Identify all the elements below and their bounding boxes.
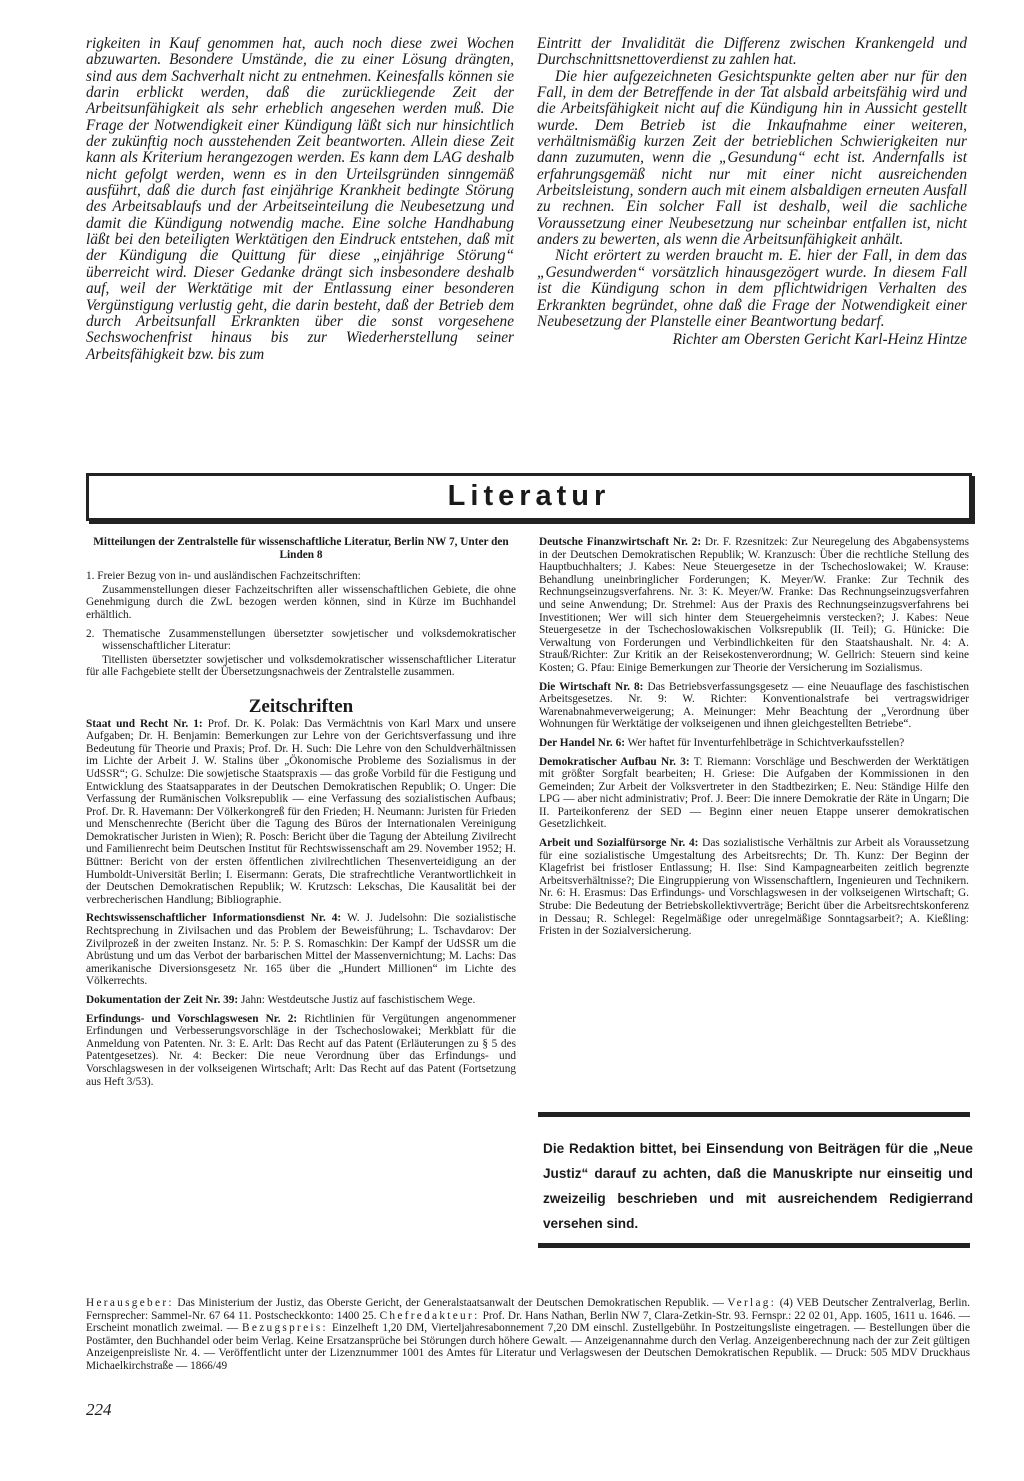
journal-contents: Dr. F. Rzesnitzek: Zur Neuregelung des Abgabensystems in der Deutschen Demokratischen Republik; W. Kranzusch: Über die rechtliche Stellung des Hauptbuchhalters; J. Kabes: Neue Steuergesetze in der Tschechoslowakei; W. Krause: Behandlung uneinbringlicher Forderungen; K. Meyer/W. Franke: Zur Technik des Rechnungseinzugsverfahrens. Nr. 3: K. Meyer/W. Franke: Das Rechnungseinzugsverfahren und seine Anwendung; Dr. Strehmel: Aus der Praxis des Rechnungseinzugsverfahrens bei Investitionen; Wer will sich hinter dem Steuergeheimnis verstecken?; J. Kabes: Neue Steuergesetze in der Tschechoslowakischen Volksrepublik (II. Teil); G. Hünicke: Die Verwaltung von Forderungen und Verbindlichkeiten für den Staatshaushalt. Nr. 4: A. Strauß/Richter: Zur Kritik an der Reisekostenverordnung; W. Gellrich: Steuern sind keine Kosten; G. Pfau: Einige Bemerkungen zur Theorie der Versicherung im Sozialismus.: [539, 536, 969, 674]
journal-contents: Wer haftet für Inventurfehlbeträge in Schichtverkaufsstellen?: [624, 736, 905, 749]
journal-contents: Jahn: Westdeutsche Justiz auf faschistischem Wege.: [238, 994, 476, 1006]
imprint-text: Einzelheft 1,20 DM, Vierteljahresabonnement 7,20 DM einschl. Zustellgebühr. In Postzeitungsliste eingetragen. — Bestellungen über die Postämter, den Buchhandel oder beim Verlag. Keine Ersatzansprüche bei Störungen durch höhere Gewalt. — Anzeigenannahme durch den Verlag. Anzeigenberechnung nach der zur Zeit gültigen Anzeigenpreisliste Nr. 4. — Veröffentlicht unter der Lizenznummer 1001 des Amtes für Literatur und Verlagswesen der Deutschen Demokratischen Republik. — Druck: 505 MDV Druckhaus Michaelkirchstraße — 1866/49: [86, 1322, 970, 1372]
journal-name: Die Wirtschaft Nr. 8:: [539, 680, 644, 693]
journal-name: Rechtswissenschaftlicher Informationsdienst Nr. 4:: [86, 912, 342, 925]
imprint: [86, 1297, 970, 1372]
notice-rule-bottom: [538, 1243, 970, 1248]
journal-contents: T. Riemann: Vorschläge und Beschwerden der Werktätigen mit größter Sorgfalt bearbeiten; H. Griese: Die Aufgaben der Kommissionen in den Gemeinden; Zur Arbeit der Volksvertreter in den Stadtbezirken; E. Neu: Ständige Hilfe den LPG — aber nicht administrativ; Prof. J. Beer: Die innere Demokratie der Räte in Ungarn; Die II. Parteikonferenz der SED — Beginn einer neuen Etappe unserer demokratischen Gesetzlichkeit.: [539, 755, 969, 831]
journal-contents: W. J. Judelsohn: Die sozialistische Rechtsprechung in Zivilsachen und das Problem der Beweisführung; L. Tschavdarov: Der Zivilprozeß in der zweiten Instanz. Nr. 5: P. S. Romaschkin: Der Kampf der UdSSR um die Abrüstung und um das Verbot der barbarischen Mittel der Massenvernichtung; M. Lachs: Das amerikanische Diversionsgesetz Nr. 165 über die „Hundert Millionen“ im Lichte des Völkerrechts.: [86, 912, 517, 988]
section-title: Literatur: [447, 480, 611, 512]
article-continuation-right: [537, 36, 967, 349]
journal-contents: Das Betriebsverfassungsgesetz — eine Neuauflage des faschistischen Arbeitsgesetzes. Nr. 9: W. Richter: Konventionalstrafe bei vertragswidriger Warenabnahmeverweigerung; A. Meinunger: Mehr Beachtung der „Verordnung über Wohnungen für Werktätige der volkseigenen und ihnen gleichgestellten Betriebe“.: [539, 680, 969, 731]
imprint-label: Verlag:: [727, 1297, 777, 1309]
journal-entry: [539, 737, 969, 750]
literatur-left-column: [86, 536, 516, 1094]
journal-contents: Das sozialistische Verhältnis zur Arbeit als Voraussetzung für eine sozialistische Umgestaltung des Arbeitsrechts; Dr. Th. Kunz: Der Beginn der Klagefrist bei fristloser Entlassung; H. Ilse: Sind Kampagnearbeiten zeitlich begrenzte Arbeitsverhältnisse?; Die Eingruppierung von Wissenschaftlern, Ingenieuren und Technikern. Nr. 6: H. Erasmus: Das Erfindungs- und Vorschlagswesen in der volkseigenen Wirtschaft; G. Strube: Die Bedeutung der Betriebskollektivverträge; Bericht über die Arbeitsrechtskonferenz in Dessau; R. Schlegel: Regelmäßige oder unregelmäßige Sonntagsarbeit?; A. Kießling: Fristen in der Sozialversicherung.: [539, 837, 969, 938]
article-continuation-left: [86, 36, 514, 363]
journal-entry: [539, 837, 969, 938]
journal-entry: [86, 912, 516, 988]
list-item-title: 1. Freier Bezug von in- und ausländischen Fachzeitschriften:: [86, 570, 361, 583]
paragraph: Nicht erörtert zu werden braucht m. E. hier der Fall, in dem das „Gesundwerden“ vorsätzlich hinausgezögert wurde. In diesem Fall ist die Kündigung schon in dem pflichtwidrigen Verhalten des Erkrankten begründet, ohne daß die Frage der Notwendigkeit einer Neubesetzung der Planstelle einer Beantwortung bedarf.: [537, 247, 967, 330]
journal-entry: [539, 756, 969, 832]
journal-name: Deutsche Finanzwirtschaft Nr. 2:: [539, 536, 702, 548]
journal-name: Erfindungs- und Vorschlagswesen Nr. 2:: [86, 1012, 298, 1025]
journal-name: Demokratischer Aufbau Nr. 3:: [539, 755, 690, 768]
journal-entry: [86, 718, 516, 907]
journal-name: Staat und Recht Nr. 1:: [86, 717, 203, 730]
imprint-text: Das Ministerium der Justiz, das Oberste Gericht, der Generalstaatsanwalt der Deutschen Demokratischen Republik. —: [173, 1297, 728, 1309]
notice-rule-top: [538, 1112, 970, 1117]
journal-entry: [86, 1013, 516, 1089]
journal-name: Dokumentation der Zeit Nr. 39:: [86, 994, 239, 1006]
mitteilungen-heading: Mitteilungen der Zentralstelle für wissenschaftliche Literatur, Berlin NW 7, Unter den Linden 8: [93, 536, 509, 561]
journal-entry: [86, 994, 516, 1007]
editorial-notice: Die Redaktion bittet, bei Einsendung von Beiträgen für die „Neue Justiz“ darauf zu achten, daß die Manuskripte nur einseitig und zweizeilig beschrieben und mit ausreichendem Redigierrand versehen sind.: [543, 1141, 973, 1231]
paragraph: rigkeiten in Kauf genommen hat, auch noch diese zwei Wochen abzuwarten. Besondere Umstände, die zu einer Lösung drängten, sind aus dem Sachverhalt nicht zu entnehmen. Keinesfalls können sie darin erblickt werden, daß die zurückliegende Zeit der Arbeitsunfähigkeit als sehr erheblich angesehen werden muß. Die Frage der Notwendigkeit einer Kündigung läßt sich nur hinsichtlich der zukünftig noch ausstehenden Zeit beantworten. Allein diese Zeit kann als Kriterium herangezogen werden. Es kann dem LAG deshalb nicht gefolgt werden, wenn es in den Urteilsgründen sinngemäß ausführt, daß die durch fast einjährige Krankheit bedingte Störung des Arbeitsablaufs und der Arbeitseinteilung die Neubesetzung und damit die Kündigung notwendig mache. Eine solche Handhabung läßt bei den beteiligten Werktätigen den Eindruck entstehen, daß mit der Kündigung die Quittung für diese „einjährige Störung“ überreicht wird. Dieser Gedanke drängt sich insbesondere deshalb auf, weil der Werktätige mit der Entlassung einer besonderen Vergünstigung verlustig geht, die darin besteht, daß der Betrieb dem durch Arbeitsunfall Erkrankten über die sonst vorgesehene Sechswochenfrist hinaus bis zur Wiederherstellung seiner Arbeitsfähigkeit bzw. bis zum: [86, 35, 514, 363]
imprint-text: Prof. Dr. Hans Nathan, Berlin NW 7, Clara-Zetkin-Str. 93. Fernspr.: 22 02 01, App. 1605, 1611 u. 1646. — Erscheint monatlich zweimal. —: [86, 1309, 970, 1335]
paragraph: Die hier aufgezeichneten Gesichtspunkte gelten aber nur für den Fall, in dem der Betreffende in der Tat alsbald arbeitsfähig wird und die Arbeitsfähigkeit nicht auf die Kündigung hin in Aussicht gestellt wurde. Dem Betrieb ist die Inkaufnahme einer weiteren, verhältnismäßig kurzen Zeit der betrieblichen Schwierigkeiten nur dann zuzumuten, wenn die „Gesundung“ echt ist. Andernfalls ist erfahrungsgemäß nicht nur mit einer nicht ausreichenden Arbeitsleistung, sondern auch mit einem alsbaldigen erneuten Ausfall zu rechnen. Ein solcher Fall ist deshalb, weil die sachliche Voraussetzung einer Neubesetzung nur scheinbar entfallen ist, nicht anders zu bewerten, als wenn die Arbeitsunfähigkeit anhält.: [537, 67, 967, 249]
imprint-label: Chefredakteur:: [379, 1309, 480, 1322]
journal-entry: [539, 681, 969, 731]
literatur-right-column: [539, 536, 969, 944]
imprint-label: Herausgeber:: [86, 1297, 174, 1309]
list-item-title: 2. Thematische Zusammenstellungen übersetzter sowjetischer und volksdemokratischer wissenschaftlicher Literatur:: [86, 627, 516, 653]
journal-name: Der Handel Nr. 6:: [539, 736, 625, 749]
paragraph: Eintritt der Invalidität die Differenz zwischen Krankengeld und Durchschnittsnettoverdienst zu zahlen hat.: [537, 35, 967, 69]
page-number: 224: [86, 1400, 112, 1419]
list-item-body: Titellisten übersetzter sowjetischer und volksdemokratischer wissenschaftlicher Literatur für alle Fachgebiete stellt der Übersetzungsnachweis der Zentralstelle zusammen.: [86, 653, 516, 679]
journal-contents: Prof. Dr. K. Polak: Das Vermächtnis von Karl Marx und unsere Aufgaben; Dr. H. Benjamin: Bemerkungen zur Lehre von der Gerichtsverfassung und ihre Bedeutung für Theorie und Praxis; Prof. Dr. H. Such: Die Lehre von den Schuldverhältnissen im Lichte der Arbeit J. W. Stalins über „Ökonomische Probleme des Sozialismus in der UdSSR“; G. Schulze: Die sowjetische Staatspraxis — das große Vorbild für die Festigung und Entwicklung des Staatsapparates in der Deutschen Demokratischen Republik; O. Unger: Die Verfassung der Rumänischen Volksrepublik — eine Verfassung des sozialistischen Aufbaus; Prof. Dr. R. Havemann: Der Völkerkongreß für den Frieden; H. Neumann: Juristen für Frieden und Menschenrechte (Bericht über die Tagung des Büros der Internationalen Vereinigung Demokratischer Juristen in Wien); R. Posch: Bericht über die Tagung der Abteilung Zivilrecht und Familienrecht beim Deutschen Institut für Rechtswissenschaft am 29. November 1952; H. Büttner: Bericht von der ersten öffentlichen zivilrechtlichen Thesenverteidigung an der Humboldt-Universität Berlin; I. Eisermann: Gerats, Die strafrechtliche Verantwortlichkeit in der Deutschen Demokratischen Republik; W. Krutzsch: Lekschas, Die Kausalität bei der verbrecherischen Handlung; Bibliographie.: [86, 717, 516, 906]
imprint-text: (4) VEB Deutscher Zentralverlag, Berlin. Fernsprecher: Sammel-Nr. 67 64 11. Postscheckkonto: 1400 25.: [86, 1297, 970, 1322]
imprint-label: Bezugspreis:: [242, 1322, 329, 1335]
list-item-body: Zusammenstellungen dieser Fachzeitschriften aller wissenschaftlichen Gebiete, die ohne Genehmigung durch die ZwL bezogen werden können, sind in Kürze im Buchhandel erhältlich.: [86, 583, 516, 621]
journal-name: Arbeit und Sozialfürsorge Nr. 4:: [539, 837, 699, 850]
journal-contents: Richtlinien für Vergütungen angenommener Erfindungen und Verbesserungsvorschläge in der Tschechoslowakei; Merkblatt für die Anmeldung von Patenten. Nr. 3: E. Arlt: Das Recht auf das Patent (Erläuterungen zu § 5 des Patentgesetzes). Nr. 4: Becker: Die neue Verordnung über das Erfindungs- und Vorschlagswesen in der volkseigenen Wirtschaft; Arlt: Das Recht auf das Patent (Fortsetzung aus Heft 3/53).: [86, 1012, 516, 1088]
section-title-box: [86, 473, 972, 521]
journal-entry: [539, 536, 969, 675]
author-signature: Richter am Obersten Gericht Karl-Heinz Hintze: [672, 331, 967, 349]
zeitschriften-heading: Zeitschriften: [248, 695, 354, 717]
